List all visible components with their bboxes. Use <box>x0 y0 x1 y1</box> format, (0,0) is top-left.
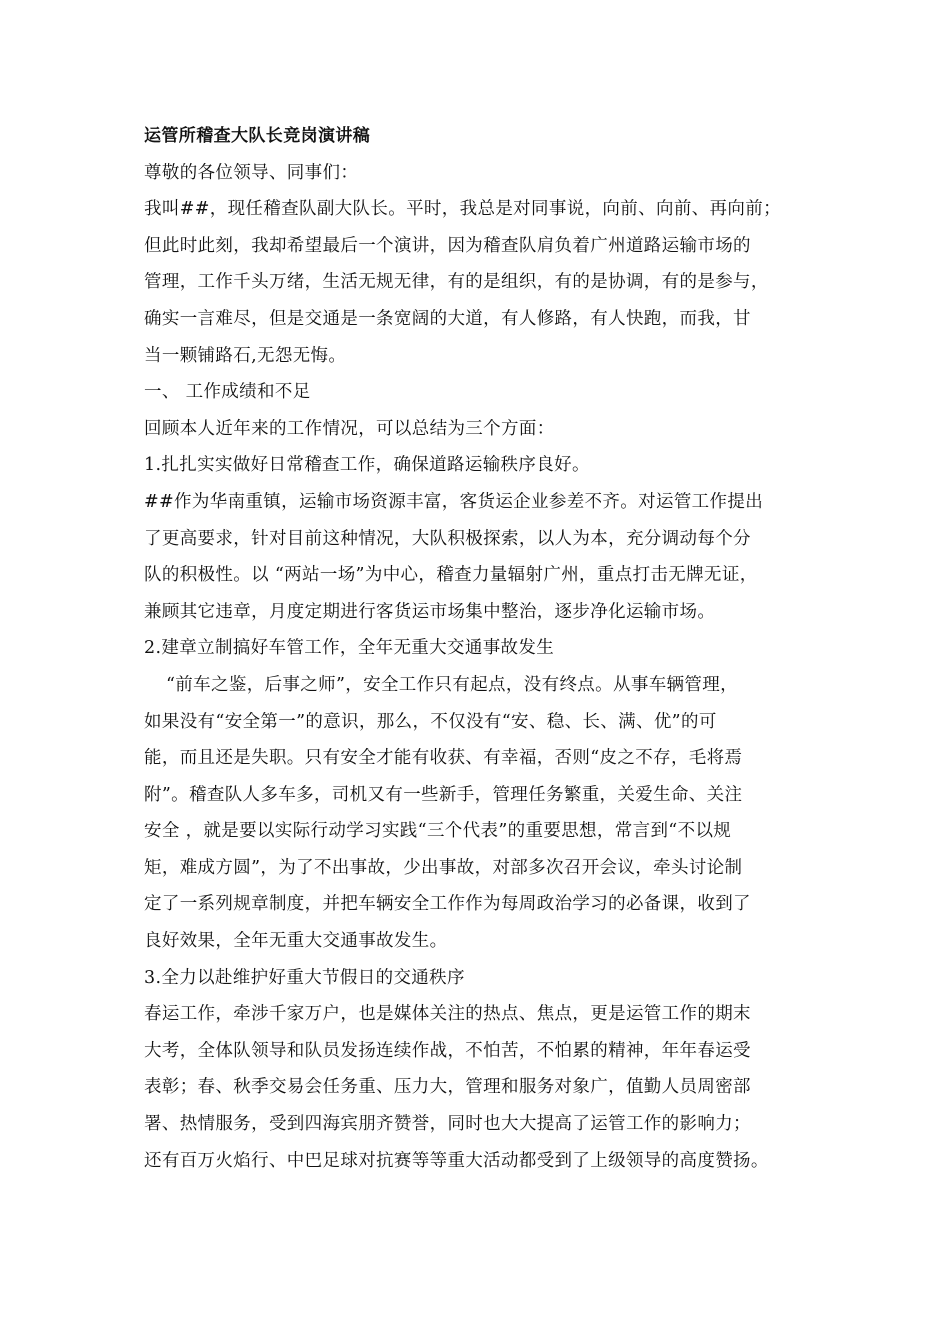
body-line: 附”。稽查队人多车多，司机又有一些新手，管理任务繁重，关爱生命、关注 <box>144 784 743 805</box>
body-line: 兼顾其它违章，月度定期进行客货运市场集中整治，逐步净化运输市场。 <box>144 601 716 622</box>
body-line: “前车之鉴，后事之师”，安全工作只有起点，没有终点。从事车辆管理， <box>166 674 738 695</box>
body-line: 管理，工作千头万绪，生活无规无律，有的是组织，有的是协调，有的是参与， <box>144 272 769 293</box>
body-line: 了更高要求，针对目前这种情况，大队积极探索，以人为本，充分调动每个分 <box>144 528 751 549</box>
body-line: 表彰；春、秋季交易会任务重、压力大，管理和服务对象广，值勤人员周密部 <box>144 1077 751 1098</box>
body-line: 良好效果，全年无重大交通事故发生。 <box>144 931 448 952</box>
document-page <box>144 118 824 1179</box>
section-heading: 一、 工作成绩和不足 <box>144 382 311 403</box>
document-title: 运管所稽查大队长竞岗演讲稿 <box>144 126 371 146</box>
body-line: 安全 ，就是要以实际行动学习实践“三个代表”的重要思想，常言到“不以规 <box>144 821 732 842</box>
body-line: 定了一系列规章制度，并把车辆安全工作作为每周政治学习的必备课，收到了 <box>144 894 751 915</box>
body-line: 大考，全体队领导和队员发扬连续作战，不怕苦，不怕累的精神，年年春运受 <box>144 1040 751 1061</box>
body-line: 但此时此刻，我却希望最后一个演讲，因为稽查队肩负着广州道路运输市场的 <box>144 235 751 256</box>
body-line: 还有百万火焰行、中巴足球对抗赛等等重大活动都受到了上级领导的高度赞扬。 <box>144 1150 769 1171</box>
subheading: 1.扎扎实实做好日常稽查工作，确保道路运输秩序良好。 <box>144 455 590 476</box>
body-line: 如果没有“安全第一”的意识，那么，不仅没有“安、稳、长、满、优”的可 <box>144 711 717 732</box>
subheading: 2.建章立制搞好车管工作，全年无重大交通事故发生 <box>144 638 555 659</box>
body-line: 矩，难成方圆”，为了不出事故，少出事故，对部多次召开会议，牵头讨论制 <box>144 857 743 878</box>
subheading: 3.全力以赴维护好重大节假日的交通秩序 <box>144 967 465 988</box>
body-line: 当一颗铺路石,无怨无悔。 <box>144 345 347 366</box>
body-line: 署、热情服务，受到四海宾朋齐赞誉，同时也大大提高了运管工作的影响力； <box>144 1114 751 1135</box>
body-line: 我叫##，现任稽查队副大队长。平时，我总是对同事说，向前、向前、再向前； <box>144 199 781 220</box>
salutation: 尊敬的各位领导、同事们： <box>144 162 359 183</box>
body-line: 能，而且还是失职。只有安全才能有收获、有幸福，否则“皮之不存，毛将焉 <box>144 748 743 769</box>
body-line: 确实一言难尽，但是交通是一条宽阔的大道，有人修路，有人快跑，而我，甘 <box>144 308 751 329</box>
body-line: 队的积极性。以 “两站一场”为中心，稽查力量辐射广州，重点打击无牌无证， <box>144 565 758 586</box>
body-line: 回顾本人近年来的工作情况，可以总结为三个方面： <box>144 418 555 439</box>
body-line: ##作为华南重镇，运输市场资源丰富，客货运企业参差不齐。对运管工作提出 <box>144 491 764 512</box>
body-line: 春运工作，牵涉千家万户，也是媒体关注的热点、焦点，更是运管工作的期末 <box>144 1004 751 1025</box>
